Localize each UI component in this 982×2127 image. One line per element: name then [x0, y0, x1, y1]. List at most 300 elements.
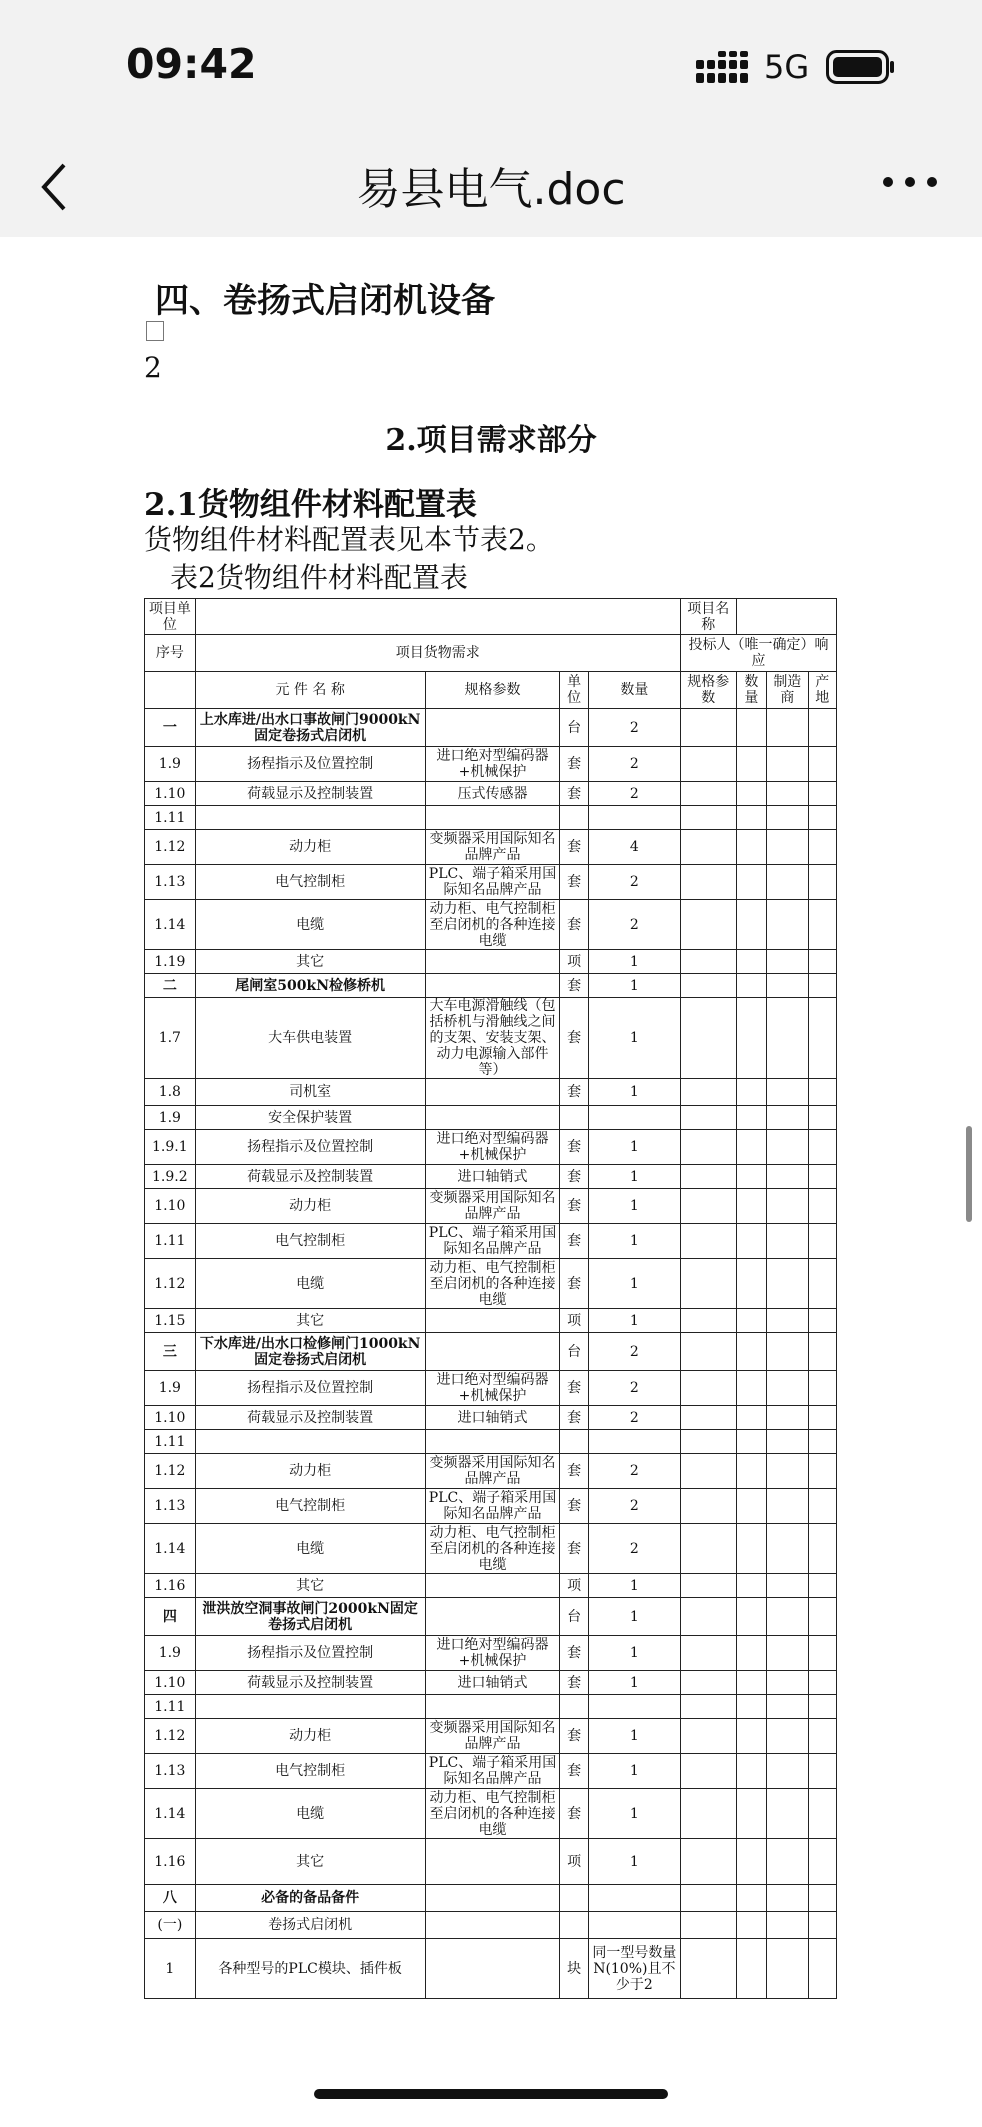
row-seq: 1.12	[145, 1259, 196, 1309]
row-origin	[808, 1130, 836, 1165]
row-item-name: 电气控制柜	[195, 865, 425, 900]
row-seq: 1.15	[145, 1309, 196, 1333]
row-item-name	[195, 1695, 425, 1719]
row-resp-qty	[736, 974, 766, 998]
row-origin	[808, 1189, 836, 1224]
project-name-label: 项目名称	[680, 599, 736, 635]
row-qty: 1	[588, 1189, 680, 1224]
row-item-name: 电气控制柜	[195, 1489, 425, 1524]
row-origin	[808, 1912, 836, 1939]
row-maker	[767, 1719, 809, 1754]
document-title: 易县电气.doc	[356, 164, 626, 215]
row-resp-qty	[736, 865, 766, 900]
name-header: 元 件 名 称	[195, 672, 425, 709]
row-seq: 八	[145, 1885, 196, 1912]
seq-header: 序号	[145, 635, 196, 672]
row-qty: 1	[588, 1574, 680, 1598]
row-item-name: 其它	[195, 950, 425, 974]
row-origin	[808, 830, 836, 865]
row-seq: 二	[145, 974, 196, 998]
table-row	[145, 1719, 837, 1754]
row-resp-spec	[680, 900, 736, 950]
row-resp-spec	[680, 747, 736, 782]
row-maker	[767, 1489, 809, 1524]
row-spec	[425, 806, 560, 830]
row-resp-spec	[680, 782, 736, 806]
row-origin	[808, 1259, 836, 1309]
row-qty: 1	[588, 1719, 680, 1754]
row-resp-spec	[680, 1189, 736, 1224]
row-maker	[767, 1371, 809, 1406]
row-origin	[808, 1165, 836, 1189]
row-item-name: 必备的备品备件	[195, 1885, 425, 1912]
row-unit: 套	[560, 782, 588, 806]
row-maker	[767, 1524, 809, 1574]
row-spec	[425, 1598, 560, 1636]
row-resp-qty	[736, 1598, 766, 1636]
row-item-name: 大车供电装置	[195, 998, 425, 1079]
row-seq: 1.10	[145, 782, 196, 806]
row-seq: 1.12	[145, 1719, 196, 1754]
row-seq: 三	[145, 1333, 196, 1371]
row-origin	[808, 806, 836, 830]
row-unit: 套	[560, 1189, 588, 1224]
heading-2-1: 2.1货物组件材料配置表	[144, 487, 477, 523]
row-unit: 套	[560, 1754, 588, 1789]
row-resp-qty	[736, 1406, 766, 1430]
row-resp-spec	[680, 1106, 736, 1130]
row-resp-qty	[736, 1839, 766, 1885]
row-qty: 1	[588, 1309, 680, 1333]
navigation-bar	[0, 135, 982, 237]
row-origin	[808, 1454, 836, 1489]
row-seq: 四	[145, 1598, 196, 1636]
row-seq: 1	[145, 1939, 196, 1999]
page-number: 2	[144, 351, 162, 384]
row-spec	[425, 1574, 560, 1598]
resp-qty-header: 数量	[736, 672, 766, 709]
row-unit	[560, 1885, 588, 1912]
row-seq: 1.10	[145, 1671, 196, 1695]
table-row	[145, 1695, 837, 1719]
row-resp-spec	[680, 1524, 736, 1574]
row-unit: 套	[560, 900, 588, 950]
row-resp-qty	[736, 1789, 766, 1839]
table-row	[145, 1309, 837, 1333]
row-item-name: 荷载显示及控制装置	[195, 782, 425, 806]
maker-header: 制造商	[767, 672, 809, 709]
row-qty: 2	[588, 865, 680, 900]
row-resp-qty	[736, 1224, 766, 1259]
row-resp-spec	[680, 865, 736, 900]
row-unit: 套	[560, 865, 588, 900]
row-unit: 套	[560, 1130, 588, 1165]
row-spec	[425, 1695, 560, 1719]
row-resp-spec	[680, 950, 736, 974]
row-spec: 大车电源滑触线（包括桥机与滑触线之间的支架、安装支架、动力电源输入部件等）	[425, 998, 560, 1079]
row-resp-spec	[680, 1371, 736, 1406]
row-origin	[808, 709, 836, 747]
row-resp-spec	[680, 1130, 736, 1165]
row-item-name: 动力柜	[195, 1719, 425, 1754]
row-maker	[767, 1079, 809, 1106]
row-resp-qty	[736, 1885, 766, 1912]
row-unit: 块	[560, 1939, 588, 1999]
row-item-name	[195, 1430, 425, 1454]
row-qty: 2	[588, 1454, 680, 1489]
row-seq: 1.9.1	[145, 1130, 196, 1165]
table-row	[145, 865, 837, 900]
project-unit-label: 项目单位	[145, 599, 196, 635]
row-qty: 同一型号数量 N(10%)且不少于2	[588, 1939, 680, 1999]
row-maker	[767, 1912, 809, 1939]
row-qty	[588, 1106, 680, 1130]
row-origin	[808, 1309, 836, 1333]
row-qty: 1	[588, 1259, 680, 1309]
table-row	[145, 1939, 837, 1999]
row-item-name	[195, 806, 425, 830]
project-name-value	[736, 599, 836, 635]
row-resp-spec	[680, 1754, 736, 1789]
row-resp-spec	[680, 830, 736, 865]
row-maker	[767, 1333, 809, 1371]
row-spec	[425, 709, 560, 747]
row-qty: 1	[588, 1598, 680, 1636]
row-item-name: 上水库进/出水口事故闸门9000kN固定卷扬式启闭机	[195, 709, 425, 747]
row-resp-spec	[680, 998, 736, 1079]
row-unit	[560, 1912, 588, 1939]
row-qty	[588, 1430, 680, 1454]
row-origin	[808, 782, 836, 806]
row-origin	[808, 1598, 836, 1636]
row-origin	[808, 1430, 836, 1454]
row-resp-spec	[680, 1789, 736, 1839]
row-item-name: 扬程指示及位置控制	[195, 747, 425, 782]
row-unit: 套	[560, 1524, 588, 1574]
row-maker	[767, 974, 809, 998]
row-resp-spec	[680, 1079, 736, 1106]
row-unit: 套	[560, 974, 588, 998]
table-row	[145, 1430, 837, 1454]
row-resp-qty	[736, 1106, 766, 1130]
row-spec: 进口轴销式	[425, 1671, 560, 1695]
row-qty: 2	[588, 747, 680, 782]
row-origin	[808, 1719, 836, 1754]
row-origin	[808, 1079, 836, 1106]
row-qty: 1	[588, 1079, 680, 1106]
row-resp-qty	[736, 1333, 766, 1371]
row-resp-spec	[680, 1885, 736, 1912]
section-heading: 四、卷扬式启闭机设备	[155, 281, 495, 321]
row-item-name: 电气控制柜	[195, 1224, 425, 1259]
heading-2: 2.项目需求部分	[385, 423, 597, 458]
row-item-name: 电缆	[195, 1259, 425, 1309]
row-item-name: 其它	[195, 1309, 425, 1333]
row-maker	[767, 950, 809, 974]
qty-header: 数量	[588, 672, 680, 709]
table-row	[145, 1371, 837, 1406]
row-unit: 台	[560, 709, 588, 747]
row-spec: PLC、端子箱采用国际知名品牌产品	[425, 1754, 560, 1789]
row-spec	[425, 1309, 560, 1333]
row-maker	[767, 998, 809, 1079]
row-resp-qty	[736, 1189, 766, 1224]
row-qty	[588, 1695, 680, 1719]
row-spec	[425, 1079, 560, 1106]
row-resp-qty	[736, 1130, 766, 1165]
row-maker	[767, 865, 809, 900]
row-maker	[767, 1259, 809, 1309]
row-unit: 套	[560, 1789, 588, 1839]
row-unit: 套	[560, 1406, 588, 1430]
row-item-name: 荷载显示及控制装置	[195, 1165, 425, 1189]
row-seq: 1.10	[145, 1406, 196, 1430]
row-resp-spec	[680, 1695, 736, 1719]
row-resp-spec	[680, 1912, 736, 1939]
row-maker	[767, 1574, 809, 1598]
row-resp-spec	[680, 1671, 736, 1695]
row-unit: 项	[560, 1839, 588, 1885]
row-spec: 进口绝对型编码器+机械保护	[425, 1130, 560, 1165]
row-seq: 1.14	[145, 900, 196, 950]
row-unit: 套	[560, 1371, 588, 1406]
row-maker	[767, 806, 809, 830]
row-resp-qty	[736, 1524, 766, 1574]
row-qty: 2	[588, 782, 680, 806]
table-row	[145, 1224, 837, 1259]
row-item-name: 动力柜	[195, 1189, 425, 1224]
project-unit-value	[195, 599, 680, 635]
row-unit: 套	[560, 1489, 588, 1524]
blank-header	[145, 672, 196, 709]
row-seq: 1.13	[145, 1489, 196, 1524]
row-qty: 1	[588, 1671, 680, 1695]
row-unit: 台	[560, 1598, 588, 1636]
row-spec: 变频器采用国际知名品牌产品	[425, 1454, 560, 1489]
row-unit	[560, 1430, 588, 1454]
row-maker	[767, 1598, 809, 1636]
row-resp-qty	[736, 998, 766, 1079]
row-resp-qty	[736, 950, 766, 974]
paragraph: 货物组件材料配置表见本节表2。	[144, 523, 554, 556]
row-resp-qty	[736, 782, 766, 806]
row-origin	[808, 950, 836, 974]
battery-icon	[826, 50, 896, 84]
row-origin	[808, 1839, 836, 1885]
row-resp-spec	[680, 1333, 736, 1371]
row-maker	[767, 1189, 809, 1224]
row-item-name: 扬程指示及位置控制	[195, 1130, 425, 1165]
row-spec	[425, 1839, 560, 1885]
more-options-icon[interactable]	[880, 167, 940, 197]
row-seq: 1.16	[145, 1574, 196, 1598]
row-origin	[808, 1406, 836, 1430]
row-maker	[767, 1839, 809, 1885]
table-row	[145, 974, 837, 998]
row-spec: 动力柜、电气控制柜至启闭机的各种连接电缆	[425, 1259, 560, 1309]
row-resp-spec	[680, 1574, 736, 1598]
home-indicator[interactable]	[314, 2089, 668, 2099]
row-unit: 套	[560, 1454, 588, 1489]
row-seq: 1.11	[145, 1224, 196, 1259]
table-row	[145, 1636, 837, 1671]
row-seq: 1.11	[145, 1430, 196, 1454]
row-resp-spec	[680, 1454, 736, 1489]
row-item-name: 卷扬式启闭机	[195, 1912, 425, 1939]
scrollbar-thumb[interactable]	[966, 1126, 972, 1222]
row-spec	[425, 1333, 560, 1371]
row-resp-qty	[736, 900, 766, 950]
row-spec	[425, 1885, 560, 1912]
row-origin	[808, 1885, 836, 1912]
bidder-header: 投标人（唯一确定）响应	[680, 635, 836, 672]
row-seq: 1.14	[145, 1789, 196, 1839]
material-config-table	[144, 598, 837, 1999]
row-maker	[767, 1671, 809, 1695]
row-item-name: 荷载显示及控制装置	[195, 1406, 425, 1430]
row-spec: 变频器采用国际知名品牌产品	[425, 830, 560, 865]
row-resp-qty	[736, 709, 766, 747]
row-unit	[560, 1106, 588, 1130]
row-seq: 1.11	[145, 1695, 196, 1719]
row-spec: 动力柜、电气控制柜至启闭机的各种连接电缆	[425, 900, 560, 950]
row-maker	[767, 1165, 809, 1189]
row-resp-qty	[736, 1309, 766, 1333]
row-seq: 1.9.2	[145, 1165, 196, 1189]
row-maker	[767, 1106, 809, 1130]
row-maker	[767, 1309, 809, 1333]
row-origin	[808, 974, 836, 998]
row-resp-spec	[680, 1224, 736, 1259]
row-qty	[588, 1885, 680, 1912]
row-seq: 1.16	[145, 1839, 196, 1885]
row-resp-qty	[736, 1939, 766, 1999]
table-row	[145, 1839, 837, 1885]
row-resp-spec	[680, 1430, 736, 1454]
table-row	[145, 806, 837, 830]
origin-header: 产地	[808, 672, 836, 709]
row-spec: PLC、端子箱采用国际知名品牌产品	[425, 1224, 560, 1259]
row-seq: 1.13	[145, 865, 196, 900]
table-row	[145, 830, 837, 865]
row-qty: 1	[588, 974, 680, 998]
row-origin	[808, 1939, 836, 1999]
row-qty: 1	[588, 1839, 680, 1885]
row-qty: 1	[588, 1636, 680, 1671]
row-item-name: 动力柜	[195, 1454, 425, 1489]
row-spec: 压式传感器	[425, 782, 560, 806]
demand-header: 项目货物需求	[195, 635, 680, 672]
row-resp-qty	[736, 1489, 766, 1524]
row-maker	[767, 747, 809, 782]
row-qty: 1	[588, 1224, 680, 1259]
row-resp-qty	[736, 1671, 766, 1695]
row-seq: 1.8	[145, 1079, 196, 1106]
row-seq: 1.12	[145, 1454, 196, 1489]
row-item-name: 扬程指示及位置控制	[195, 1371, 425, 1406]
row-seq: 1.14	[145, 1524, 196, 1574]
row-item-name: 下水库进/出水口检修闸门1000kN固定卷扬式启闭机	[195, 1333, 425, 1371]
row-unit: 套	[560, 1719, 588, 1754]
row-unit: 套	[560, 1079, 588, 1106]
row-resp-qty	[736, 747, 766, 782]
row-resp-qty	[736, 1574, 766, 1598]
row-resp-spec	[680, 1939, 736, 1999]
row-unit: 套	[560, 1259, 588, 1309]
row-origin	[808, 1371, 836, 1406]
row-item-name: 其它	[195, 1574, 425, 1598]
row-item-name: 电气控制柜	[195, 1754, 425, 1789]
row-seq: 1.13	[145, 1754, 196, 1789]
row-item-name: 扬程指示及位置控制	[195, 1636, 425, 1671]
row-qty: 2	[588, 1489, 680, 1524]
row-resp-spec	[680, 1839, 736, 1885]
row-resp-spec	[680, 806, 736, 830]
row-spec	[425, 1912, 560, 1939]
row-origin	[808, 900, 836, 950]
row-spec: 进口轴销式	[425, 1406, 560, 1430]
row-spec	[425, 1106, 560, 1130]
row-resp-spec	[680, 1636, 736, 1671]
row-seq: 1.11	[145, 806, 196, 830]
row-qty: 1	[588, 998, 680, 1079]
row-qty: 2	[588, 1406, 680, 1430]
row-maker	[767, 900, 809, 950]
row-item-name: 电缆	[195, 1789, 425, 1839]
row-seq: 1.10	[145, 1189, 196, 1224]
row-item-name: 电缆	[195, 900, 425, 950]
row-unit: 项	[560, 950, 588, 974]
row-seq: 1.9	[145, 1106, 196, 1130]
row-maker	[767, 1406, 809, 1430]
row-unit	[560, 1695, 588, 1719]
row-spec: 进口轴销式	[425, 1165, 560, 1189]
row-spec: 进口绝对型编码器+机械保护	[425, 1636, 560, 1671]
row-origin	[808, 1695, 836, 1719]
unit-header: 单位	[560, 672, 588, 709]
row-unit: 套	[560, 1224, 588, 1259]
status-time: 09:42	[126, 40, 257, 88]
row-seq: 1.19	[145, 950, 196, 974]
row-qty: 1	[588, 1165, 680, 1189]
table-row	[145, 1406, 837, 1430]
row-origin	[808, 1106, 836, 1130]
row-maker	[767, 1939, 809, 1999]
table-row	[145, 1598, 837, 1636]
table-row	[145, 1165, 837, 1189]
row-spec: 动力柜、电气控制柜至启闭机的各种连接电缆	[425, 1524, 560, 1574]
row-maker	[767, 1754, 809, 1789]
row-unit: 套	[560, 747, 588, 782]
row-qty: 1	[588, 1789, 680, 1839]
spec-header: 规格参数	[425, 672, 560, 709]
row-qty	[588, 1912, 680, 1939]
row-origin	[808, 865, 836, 900]
row-origin	[808, 1333, 836, 1371]
row-item-name: 电缆	[195, 1524, 425, 1574]
row-unit: 项	[560, 1309, 588, 1333]
row-seq: 1.7	[145, 998, 196, 1079]
row-seq: 1.9	[145, 1371, 196, 1406]
row-unit: 套	[560, 1636, 588, 1671]
row-item-name: 其它	[195, 1839, 425, 1885]
table-row	[145, 1912, 837, 1939]
row-resp-qty	[736, 1371, 766, 1406]
row-maker	[767, 1885, 809, 1912]
row-item-name: 安全保护装置	[195, 1106, 425, 1130]
row-origin	[808, 1489, 836, 1524]
table-row	[145, 1454, 837, 1489]
